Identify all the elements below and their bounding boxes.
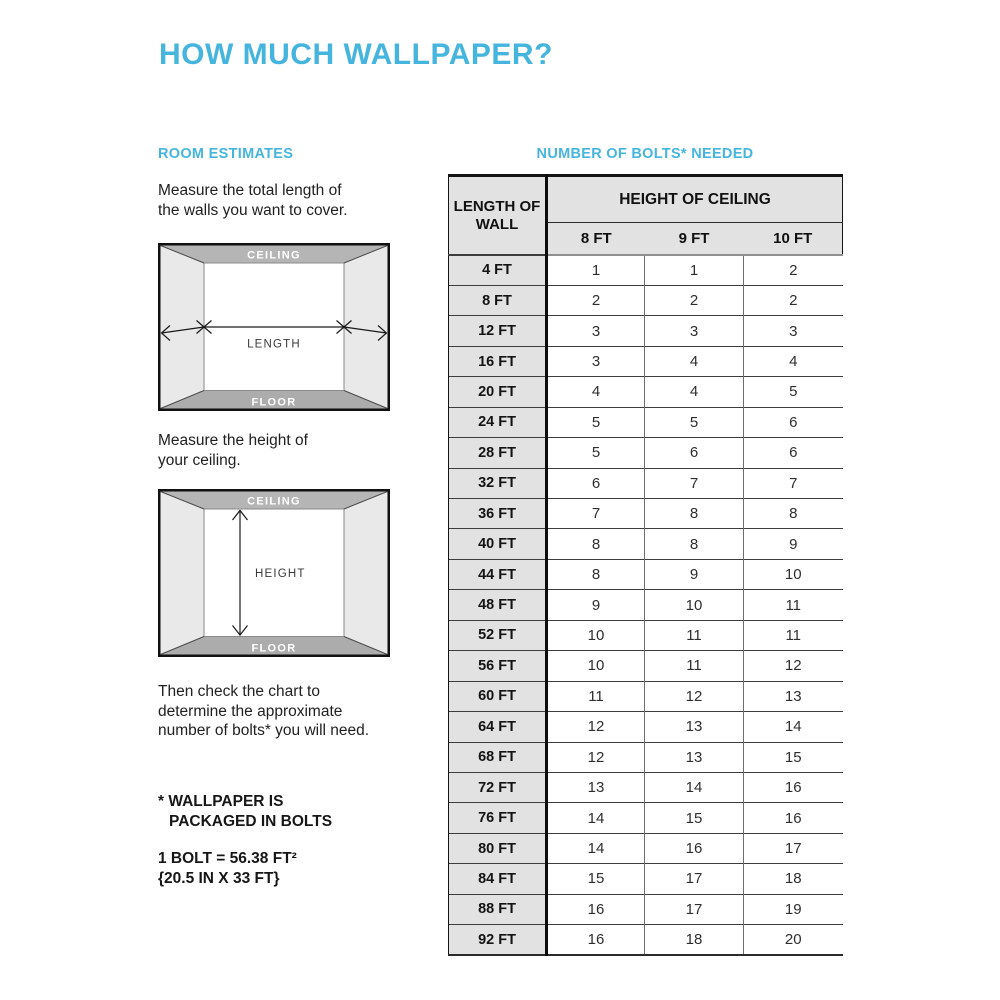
ceiling-label: CEILING [247,495,301,508]
bolt-count-cell: 2 [744,255,843,285]
wall-length-cell: 92 FT [449,925,547,955]
packaging-footnote [158,792,408,832]
table-row [449,499,843,529]
bolt-count-cell: 8 [744,499,843,529]
wall-length-cell: 36 FT [449,499,547,529]
bolt-count-cell: 10 [547,651,645,681]
length-label: LENGTH [247,338,301,351]
table-row [449,651,843,681]
bolt-count-cell: 3 [744,316,843,346]
instruction-measure-length [158,181,408,220]
table-row [449,772,843,802]
wall-length-cell: 64 FT [449,712,547,742]
bolt-count-cell: 17 [645,894,744,924]
instruction-measure-height [158,431,408,470]
bolt-count-cell: 4 [744,346,843,376]
bolt-count-cell: 5 [744,377,843,407]
bolts-table-section [448,146,842,956]
table-row [449,559,843,589]
bolt-count-cell: 9 [547,590,645,620]
bolt-count-cell: 16 [645,833,744,863]
bolt-count-cell: 14 [547,803,645,833]
wall-length-cell: 88 FT [449,894,547,924]
bolt-count-cell: 18 [744,864,843,894]
bolt-count-cell: 12 [547,742,645,772]
bolt-count-cell: 16 [547,894,645,924]
table-row [449,681,843,711]
bolt-count-cell: 9 [645,559,744,589]
wall-length-cell: 72 FT [449,772,547,802]
length-diagram [158,243,390,411]
bolt-count-cell: 12 [744,651,843,681]
wall-length-cell: 48 FT [449,590,547,620]
bolt-count-cell: 20 [744,925,843,955]
text-line: number of bolts* you will need. [158,722,370,739]
bolt-count-cell: 10 [547,620,645,650]
bolt-count-cell: 15 [744,742,843,772]
table-row [449,590,843,620]
wall-length-cell: 8 FT [449,285,547,315]
bolt-count-cell: 15 [645,803,744,833]
bolts-table-body [449,255,843,955]
text-line: your ceiling. [158,451,241,469]
bolt-count-cell: 1 [547,255,645,285]
ceiling-label: CEILING [247,249,301,262]
room-estimates-heading: ROOM ESTIMATES [158,146,294,162]
group-header: HEIGHT OF CEILING [547,176,843,223]
col-header-9ft: 9 FT [645,223,744,256]
bolt-count-cell: 9 [744,529,843,559]
text-line: determine the approximate [158,702,343,720]
table-row [449,316,843,346]
bolt-definition [158,849,408,889]
bolt-count-cell: 14 [645,772,744,802]
bolt-count-cell: 6 [744,438,843,468]
bolt-count-cell: 7 [547,499,645,529]
table-row [449,742,843,772]
wall-length-cell: 24 FT [449,407,547,437]
wall-length-cell: 20 FT [449,377,547,407]
bolt-count-cell: 5 [645,407,744,437]
bolt-count-cell: 13 [547,772,645,802]
wall-length-cell: 32 FT [449,468,547,498]
bolt-count-cell: 8 [547,559,645,589]
table-row [449,864,843,894]
bolt-count-cell: 8 [645,499,744,529]
wall-length-cell: 28 FT [449,438,547,468]
bolt-count-cell: 14 [744,712,843,742]
table-row [449,346,843,376]
table-row [449,803,843,833]
wall-length-cell: 60 FT [449,681,547,711]
height-label: HEIGHT [255,568,306,580]
table-row [449,833,843,863]
room-estimates-section [158,146,408,889]
bolts-table-heading: NUMBER OF BOLTS* NEEDED [536,146,754,162]
wall-length-cell: 56 FT [449,651,547,681]
table-row [449,285,843,315]
text-line: the walls you want to cover. [158,201,348,219]
bolt-count-cell: 17 [744,833,843,863]
bolt-count-cell: 6 [547,468,645,498]
bolt-count-cell: 12 [645,681,744,711]
bolt-count-cell: 13 [645,712,744,742]
bolt-count-cell: 10 [645,590,744,620]
bolt-count-cell: 4 [547,377,645,407]
wall-length-cell: 52 FT [449,620,547,650]
bolt-count-cell: 16 [744,803,843,833]
bolt-count-cell: 16 [744,772,843,802]
bolt-count-cell: 7 [645,468,744,498]
bolt-count-cell: 11 [645,651,744,681]
bolt-count-cell: 1 [645,255,744,285]
wall-length-cell: 12 FT [449,316,547,346]
bolt-count-cell: 2 [744,285,843,315]
bolt-count-cell: 7 [744,468,843,498]
bolt-count-cell: 6 [645,438,744,468]
bolt-count-cell: 16 [547,925,645,955]
wall-length-cell: 40 FT [449,529,547,559]
bolt-count-cell: 11 [744,620,843,650]
text-line: PACKAGED IN BOLTS [169,812,333,830]
table-row [449,255,843,285]
bolt-count-cell: 11 [645,620,744,650]
bolt-count-cell: 8 [547,529,645,559]
text-line: {20.5 IN X 33 FT} [158,869,280,887]
bolt-count-cell: 13 [645,742,744,772]
bolt-count-cell: 2 [645,285,744,315]
table-row [449,407,843,437]
text-line: 1 BOLT = 56.38 FT² [158,849,297,867]
table-row [449,620,843,650]
table-row [449,894,843,924]
bolt-count-cell: 11 [547,681,645,711]
wall-length-cell: 68 FT [449,742,547,772]
bolt-count-cell: 17 [645,864,744,894]
col-header-8ft: 8 FT [547,223,645,256]
bolt-count-cell: 4 [645,377,744,407]
table-row [449,925,843,955]
wall-length-cell: 44 FT [449,559,547,589]
bolt-count-cell: 4 [645,346,744,376]
table-row [449,438,843,468]
bolt-count-cell: 18 [645,925,744,955]
wall-length-cell: 80 FT [449,833,547,863]
corner-header: LENGTH OF WALL [449,176,547,256]
bolt-count-cell: 5 [547,438,645,468]
bolt-count-cell: 14 [547,833,645,863]
bolt-count-cell: 13 [744,681,843,711]
wall-length-cell: 4 FT [449,255,547,285]
instruction-check-chart [158,682,408,741]
bolts-table [448,174,843,956]
wall-length-cell: 76 FT [449,803,547,833]
bolt-count-cell: 8 [645,529,744,559]
page-title: HOW MUCH WALLPAPER? [159,38,553,71]
table-row [449,377,843,407]
bolt-count-cell: 19 [744,894,843,924]
text-line: Then check the chart to [158,683,320,700]
height-diagram [158,489,390,657]
bolt-count-cell: 12 [547,712,645,742]
table-row [449,468,843,498]
floor-label: FLOOR [251,396,297,409]
bolt-count-cell: 5 [547,407,645,437]
bolt-count-cell: 3 [547,346,645,376]
wall-length-cell: 84 FT [449,864,547,894]
bolts-table-head [449,176,843,256]
text-line: * WALLPAPER IS [158,792,284,810]
bolt-count-cell: 11 [744,590,843,620]
bolt-count-cell: 2 [547,285,645,315]
table-row [449,529,843,559]
bolt-count-cell: 3 [547,316,645,346]
bolt-count-cell: 10 [744,559,843,589]
bolt-count-cell: 3 [645,316,744,346]
table-row [449,712,843,742]
wall-length-cell: 16 FT [449,346,547,376]
bolt-count-cell: 6 [744,407,843,437]
text-line: Measure the total length of [158,182,342,199]
text-line: Measure the height of [158,432,308,449]
floor-label: FLOOR [251,642,297,655]
col-header-10ft: 10 FT [744,223,843,256]
bolt-count-cell: 15 [547,864,645,894]
